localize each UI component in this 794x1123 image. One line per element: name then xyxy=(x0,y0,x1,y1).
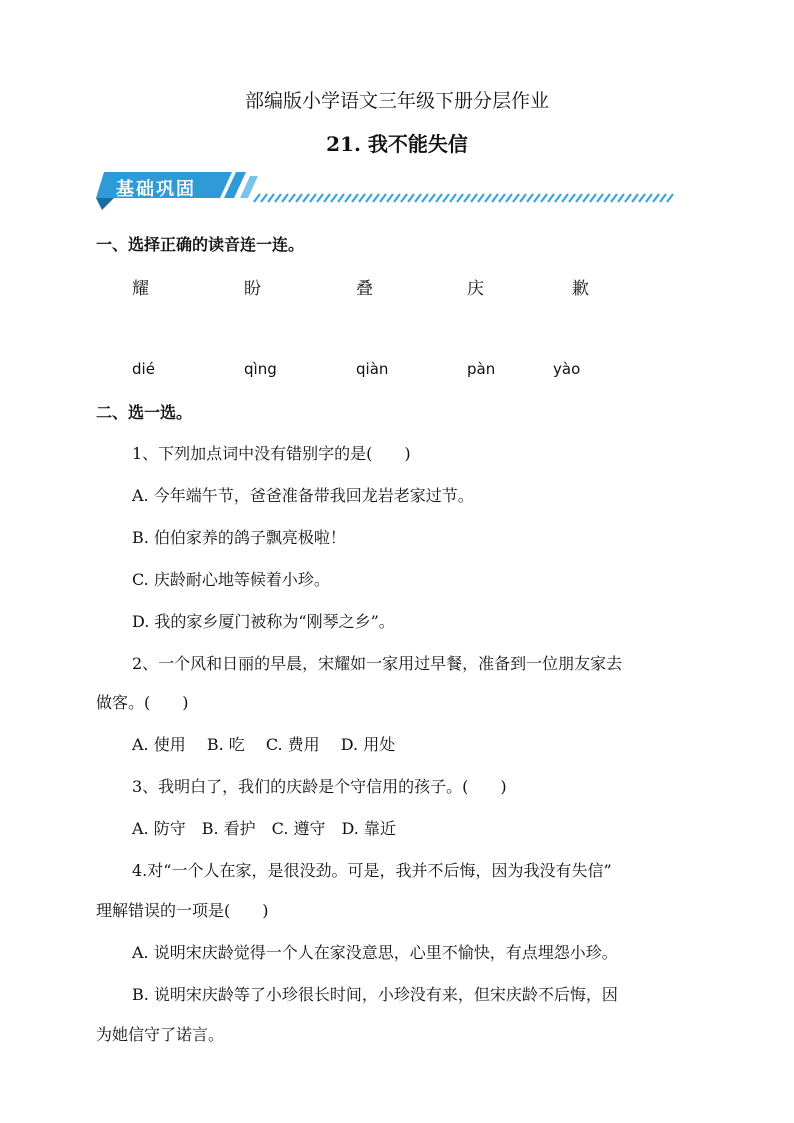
character-item: 庆 xyxy=(467,279,484,299)
question-2-options: A. 使用 B. 吃 C. 费用 D. 用处 xyxy=(132,735,396,754)
question-1-option-c: C. 庆龄耐心地等候着小珍。 xyxy=(132,570,330,589)
pinyin-item: qiàn xyxy=(356,360,389,378)
banner-label: 基础巩固 xyxy=(116,179,196,200)
character-item: 盼 xyxy=(244,279,261,299)
question-3-options: A. 防守 B. 看护 C. 遵守 D. 靠近 xyxy=(132,819,396,838)
pinyin-item: qìng xyxy=(244,360,277,378)
question-4-option-a: A. 说明宋庆龄觉得一个人在家没意思，心里不愉快，有点埋怨小珍。 xyxy=(132,943,618,962)
question-2-stem: 2、一个风和日丽的早晨，宋耀如一家用过早餐，准备到一位朋友家去 xyxy=(132,654,623,673)
banner-accent xyxy=(240,176,258,198)
question-1-option-d: D. 我的家乡厦门被称为“刚琴之乡”。 xyxy=(132,612,395,631)
lesson-title: 21. 我不能失信 xyxy=(326,132,468,156)
question-1-stem: 1、下列加点词中没有错别字的是( ) xyxy=(132,444,411,463)
question-4-stem: 4.对“一个人在家，是很没劲。可是，我并不后悔，因为我没有失信” xyxy=(132,861,612,880)
question-3-stem: 3、我明白了，我们的庆龄是个守信用的孩子。( ) xyxy=(132,777,507,796)
page-title: 部编版小学语文三年级下册分层作业 xyxy=(244,90,549,112)
question-4-option-b-cont: 为她信守了诺言。 xyxy=(96,1025,225,1044)
section1-heading: 一、选择正确的读音连一连。 xyxy=(96,235,305,254)
question-1-option-a: A. 今年端午节，爸爸准备带我回龙岩老家过节。 xyxy=(132,486,474,505)
character-item: 歉 xyxy=(572,279,589,299)
question-4-option-b: B. 说明宋庆龄等了小珍很长时间，小珍没有来，但宋庆龄不后悔，因 xyxy=(132,985,618,1004)
question-4-stem-cont: 理解错误的一项是( ) xyxy=(96,901,269,920)
banner-fold xyxy=(96,198,114,210)
question-1-option-b: B. 伯伯家养的鸽子飘亮极啦！ xyxy=(132,528,346,547)
pinyin-item: yào xyxy=(553,360,581,378)
pinyin-item: pàn xyxy=(467,360,496,378)
banner-hatch-rule xyxy=(254,194,673,202)
pinyin-item: dié xyxy=(132,360,155,378)
character-item: 耀 xyxy=(132,279,149,299)
question-2-stem-cont: 做客。( ) xyxy=(96,693,189,712)
section2-heading: 二、选一选。 xyxy=(96,403,193,422)
character-item: 叠 xyxy=(356,279,373,299)
